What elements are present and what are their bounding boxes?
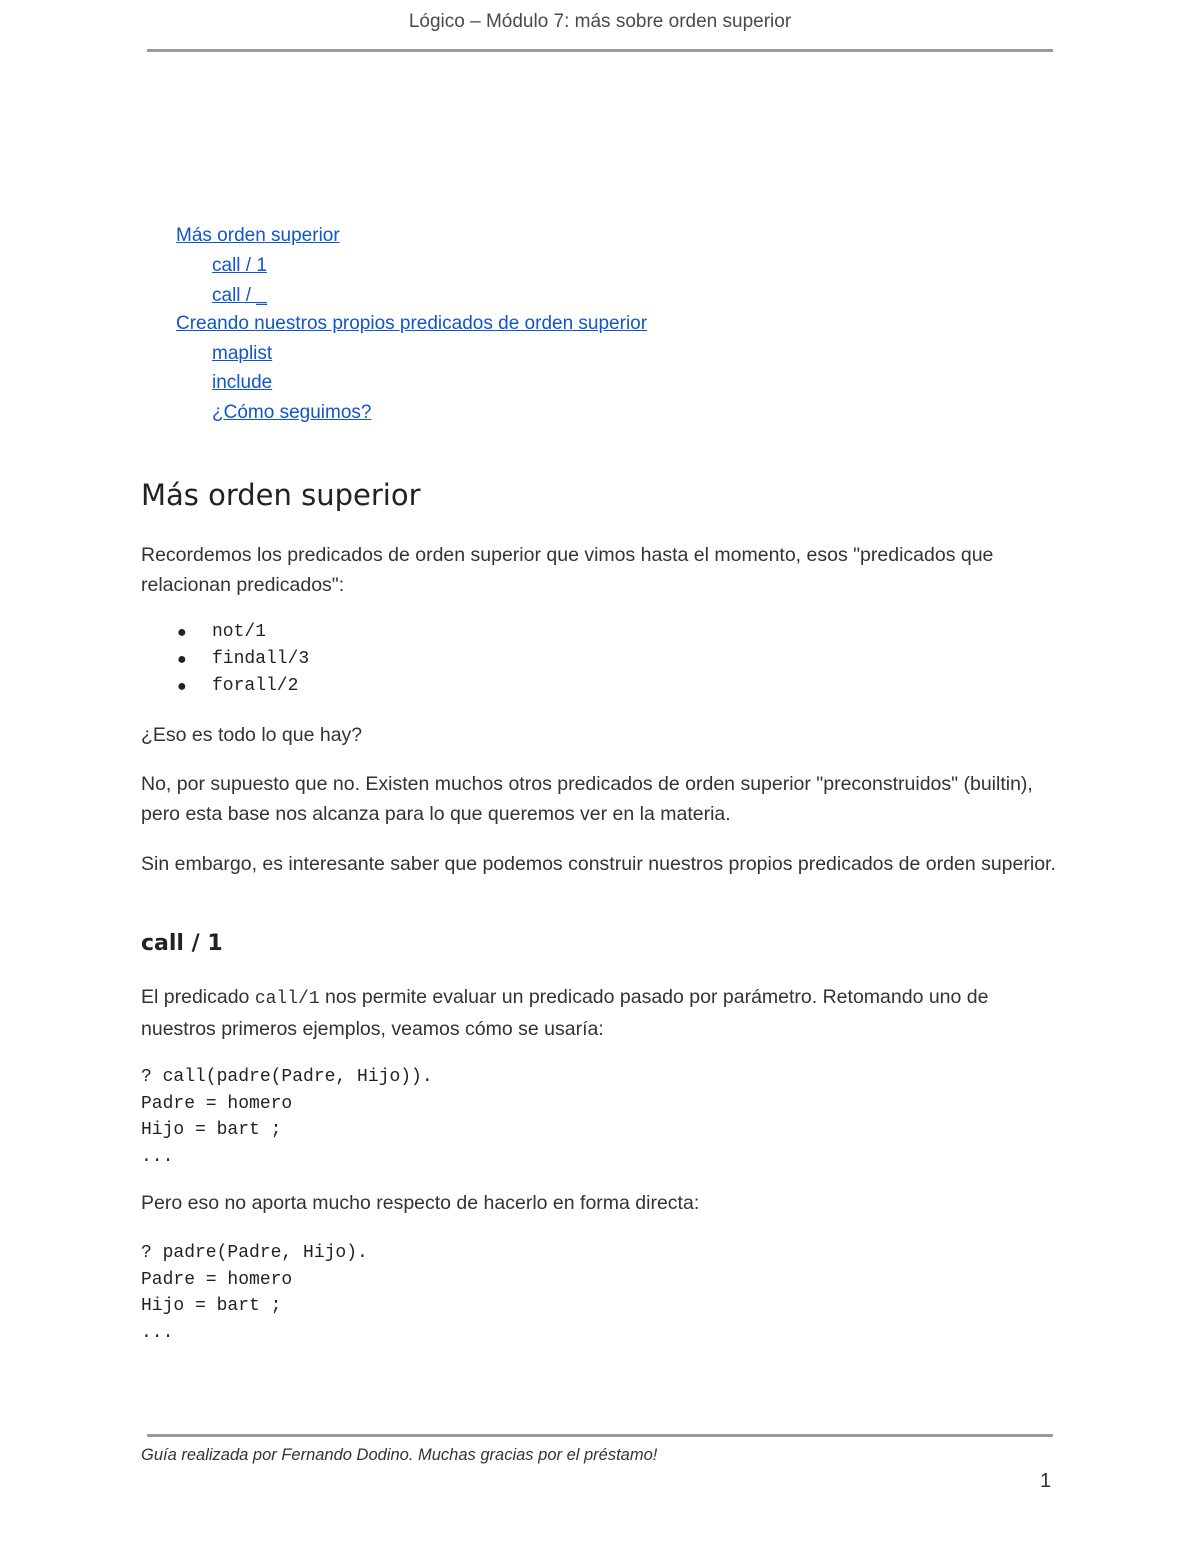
bullet-marker: ● — [177, 624, 187, 641]
paragraph-construir: Sin embargo, es interesante saber que podemos construir nuestros propios predicados de orden superior. — [141, 853, 1056, 875]
bullet-item: not/1 — [212, 622, 267, 642]
code-line: Hijo = bart ; — [141, 1296, 282, 1316]
toc-link-creando-predicados[interactable]: Creando nuestros propios predicados de orden superior — [176, 313, 648, 334]
code-line: ? call(padre(Padre, Hijo)). — [141, 1067, 433, 1087]
page-header-title: Lógico – Módulo 7: más sobre orden superior — [408, 11, 792, 32]
code-block-direct — [141, 1240, 368, 1346]
paragraph-intro: Recordemos los predicados de orden superior que vimos hasta el momento, esos "predicados que relacionan predicados": — [141, 544, 994, 596]
page-number: 1 — [1040, 1470, 1052, 1492]
bullet-marker: ● — [177, 678, 187, 695]
paragraph-question: ¿Eso es todo lo que hay? — [141, 724, 363, 746]
toc-link-call-n[interactable]: call / _ — [212, 285, 267, 306]
bullet-marker: ● — [177, 651, 187, 668]
inline-code-call-1: call/1 — [254, 989, 320, 1009]
code-line: ? padre(Padre, Hijo). — [141, 1243, 368, 1263]
text-fragment: El predicado — [141, 986, 255, 1008]
paragraph-builtin: No, por supuesto que no. Existen muchos otros predicados de orden superior "preconstruidos" (builtin), pero esta base nos alcanza para lo que queremos ver en la materia. — [141, 773, 1033, 825]
paragraph-call-description — [141, 982, 1061, 1044]
code-line: Padre = homero — [141, 1269, 293, 1290]
code-line: ... — [141, 1322, 174, 1343]
header-divider — [147, 49, 1053, 52]
footer-credit: Guía realizada por Fernando Dodino. Muchas gracias por el préstamo! — [141, 1446, 658, 1464]
toc-link-call-1[interactable]: call / 1 — [212, 255, 267, 276]
code-line: Hijo = bart ; — [141, 1120, 282, 1140]
text-fragment: nos permite evaluar un predicado pasado por parámetro. Retomando uno de nuestros primeros ejemplos, veamos cómo se usaría: — [141, 986, 989, 1040]
footer-divider — [147, 1434, 1053, 1437]
code-block-call — [141, 1064, 433, 1170]
section-heading-mas-orden-superior: Más orden superior — [141, 478, 421, 512]
code-line: ... — [141, 1146, 174, 1167]
toc-link-mas-orden-superior[interactable]: Más orden superior — [176, 225, 340, 246]
toc-link-como-seguimos[interactable]: ¿Cómo seguimos? — [212, 402, 372, 423]
toc-link-include[interactable]: include — [212, 372, 273, 393]
code-line: Padre = homero — [141, 1093, 293, 1114]
toc-link-maplist[interactable]: maplist — [212, 343, 273, 364]
bullet-item: forall/2 — [212, 676, 299, 696]
paragraph-forma-directa: Pero eso no aporta mucho respecto de hacerlo en forma directa: — [141, 1192, 700, 1214]
bullet-item: findall/3 — [212, 649, 310, 669]
section-heading-call-1: call / 1 — [141, 931, 223, 956]
